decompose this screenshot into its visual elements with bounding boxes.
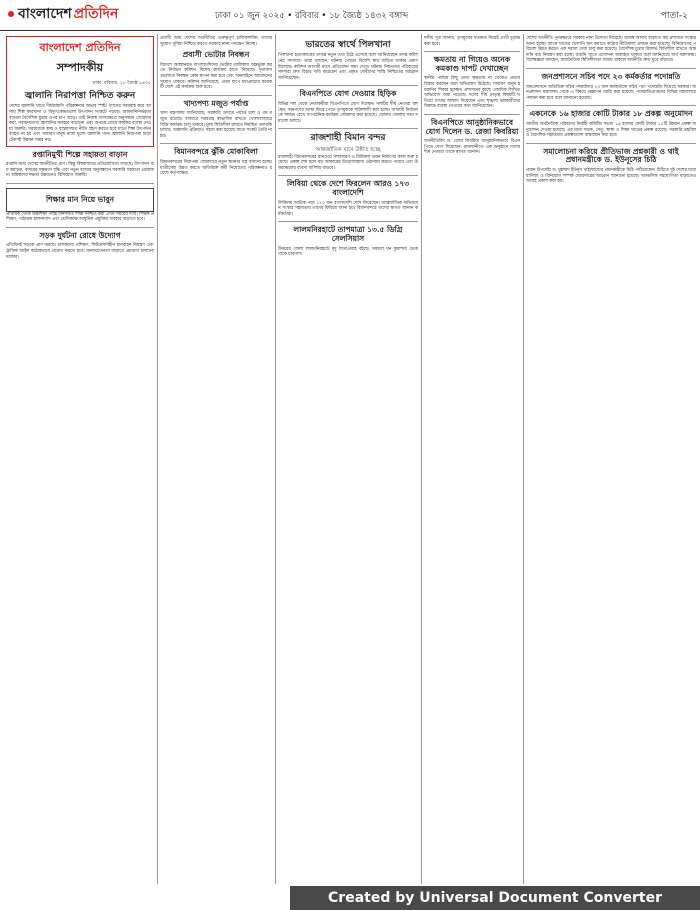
editorial-lead-body: দেশের জ্বালানি খাতে দীর্ঘমেয়াদি পরিকল্পনার অভাব স্পষ্ট। গ্যাসের সরবরাহ কমে আসায় শিল্প কারখানা ও বিদ্যুৎকেন্দ্রগুলো উৎপাদন সংকটে পড়ছে। আমদানিনির্ভরতা বাড়লে বৈদেশিক মুদ্রার ওপর চাপ বাড়ে। তাই নিজস্ব গ্যাসক্ষেত্রে অনুসন্ধান জোরদার করা, নবায়নযোগ্য জ্বালানির ব্যবহার বাড়ানো এবং অপচয় রোধে কার্যকর ব্যবস্থা নেওয়া জরুরি। সরকারকে স্বচ্ছ ও বাস্তবসম্মত নীতি গ্রহণ করতে হবে যাতে শিল্প উৎপাদন ব্যাহত না হয় এবং সাধারণ মানুষ ন্যায্য মূল্যে জ্বালানি পান। জ্বালানি নিরাপত্তা ছাড়া টেকসই উন্নয়ন সম্ভব নয়। xyxy=(9,104,151,143)
col4-headline-1: ক্ষমতায় না গিয়েও অনেক কমকাণ্ড দাপট দেখাচ্ছেন xyxy=(433,55,511,73)
col4-headline-2: বিএনপিতে আনুষ্ঠানিকভাবে যোগ দিলেন ড. রেজা কিবরিয়া xyxy=(425,118,519,136)
col4-body-2: অর্থনীতিবিদ ড. রেজা কিবরিয়া আনুষ্ঠানিকভাবে বিএনপিতে যোগ দিয়েছেন। রাজধানীতে এক অনুষ্ঠানে দলের শীর্ষ নেতারা তাকে স্বাগত জানান। xyxy=(424,139,520,156)
col3-headline-5: লালমনিরহাটে তাপমাত্রা ১৩.৫ ডিগ্রি সেলসিয়াস xyxy=(293,225,403,244)
column-rule xyxy=(523,34,524,884)
col3-body-4: লিবিয়ায় আটকে পড়া ১৭৩ জন বাংলাদেশি দেশে ফিরেছেন। আন্তর্জাতিক অভিবাসন সংস্থার সহায়তায় তাদের ফিরিয়ে আনা হয়। বিমানবন্দরে তাদের স্বাগত জানান কর্মকর্তারা। xyxy=(278,200,418,217)
editorial-fourth-body: প্রতিদিনই সড়কে প্রাণ ঝরছে। চালকদের প্রশিক্ষণ, ফিটনেসবিহীন যানবাহন নিয়ন্ত্রণ এবং ট্রাফিক আইন কঠোরভাবে প্রয়োগ করতে হবে। জনসচেতনতা বাড়াতে প্রচারণা চালানো দরকার। xyxy=(6,243,154,260)
col4-intro: দলীয় সূত্র জানায়, তৃণমূলের মতামত নিয়েই প্রার্থী চূড়ান্ত করা হবে। xyxy=(424,36,520,47)
editorial-third-box xyxy=(6,188,154,212)
masthead xyxy=(0,0,700,31)
editorial-title: সম্পাদকীয় xyxy=(56,61,104,74)
divider xyxy=(278,221,418,222)
column-five xyxy=(526,36,696,185)
col3-body-1: পিলখানা হত্যাকাণ্ডের তদন্তে নতুন তথ্য উঠে এসেছে বলে জানিয়েছেন তদন্ত কমিশনের সদস্যরা। তারা বলছেন, ঘটনার পেছনে বিদেশি স্বার্থ জড়িত থাকার প্রমাণ মিলেছে। কমিশন আগামী মাসে প্রতিবেদন জমা দেবে। ঘটনায় নিহতদের পরিবারের সদস্যরা দ্রুত বিচার দাবি করেছেন এবং প্রকৃত দোষীদের শাস্তি নিশ্চিতের আহ্বান জানিয়েছেন। xyxy=(278,53,418,81)
logo-right: প্রতিদিন xyxy=(73,6,119,22)
col2-intro: প্রবাসী আয় দেশের অর্থনীতির গুরুত্বপূর্ণ চালিকাশক্তি। তাদের সুযোগ সুবিধা নিশ্চিত করতে সরকার নানা পদক্ষেপ নিচ্ছে। xyxy=(160,36,272,47)
col3-body-2: বিভিন্ন দল থেকে নেতাকর্মীরা বিএনপিতে যোগ দিচ্ছেন। দলটির শীর্ষ নেতারা বলছেন, জনগণের আস্থা ফিরে পেতে তৃণমূলকে শক্তিশালী করা হচ্ছে। আগামী নির্বাচনকে সামনে রেখে সাংগঠনিক কার্যক্রম জোরদার করা হয়েছে। জেলায় জেলায় সভা সমাবেশ চলছে। xyxy=(278,101,418,124)
divider xyxy=(424,114,520,115)
col5-headline-1: জনপ্রশাসনে সচিব পদে ২৩ কর্মকর্তার পদোন্নতি xyxy=(541,71,681,81)
col3-body-5: উত্তরের জেলা লালমনিরহাটে মৃদু শৈত্যপ্রবাহ বইছে। সকালে ঘন কুয়াশায় ঢেকে থাকে চারপাশ। xyxy=(278,246,418,258)
col3-headline-2: বিএনপিতে যোগ দেওয়ার হিড়িক xyxy=(299,89,397,99)
editorial-date: ঢাকা, রবিবার, ১৮ জ্যৈষ্ঠ ১৪৩২ xyxy=(92,81,151,86)
col2-headline-1: প্রবাসী ভোটার নিবন্ধন xyxy=(182,50,250,60)
col5-body-1: জনপ্রশাসনে অতিরিক্ত সচিব পদমর্যাদার ২৩ জন কর্মকর্তাকে সচিব পদে পদোন্নতি দিয়েছে সরকার। জনপ্রশাসন মন্ত্রণালয় থেকে এ বিষয়ে প্রজ্ঞাপন জারি করা হয়েছে। পদোন্নতিপ্রাপ্তদের বিভিন্ন মন্ত্রণালয়ে পদায়ন করা হবে বলে জানানো হয়েছে। xyxy=(526,84,696,101)
divider xyxy=(424,51,520,52)
logo-dot-icon xyxy=(8,11,14,17)
col2-headline-2: খাদ্যপণ্য মজুত পর্যাপ্ত xyxy=(183,98,249,108)
column-four xyxy=(424,36,520,156)
divider xyxy=(526,143,696,144)
column-rule xyxy=(157,34,158,884)
editorial-third-headline: শিক্ষার মান নিয়ে ভাবুন xyxy=(45,194,115,204)
editorial-lead-headline: জ্বালানি নিরাপত্তা নিশ্চিত করুন xyxy=(24,91,136,101)
editorial-header xyxy=(9,39,151,78)
editorial-box xyxy=(6,36,154,147)
editorial-second-headline: রপ্তানিমুখী শিল্পে সহায়তা বাড়ান xyxy=(32,149,128,159)
col5-headline-3: সমালোচনা করিয়ে প্রীতিভাজ প্রশ্নকারী ও থাই প্রধানমন্ত্রীকে ড. ইউনূসের চিঠি xyxy=(543,146,679,165)
col3-headline-4: লিবিয়া থেকে দেশে ফিরলেন আরও ১৭৩ বাংলাদেশি xyxy=(286,179,410,198)
col5-headline-2: একনেকে ১৬ হাজার কোটি টাকার ১৮ প্রকল্প অনুমোদন xyxy=(529,109,693,119)
newspaper-logo xyxy=(8,4,118,24)
editorial-column xyxy=(6,36,154,260)
divider xyxy=(160,143,272,144)
divider xyxy=(160,95,272,96)
editorial-third-body: প্রাথমিক থেকে উচ্চশিক্ষা পর্যন্ত মানসম্মত শিক্ষা নিশ্চিত করা এখন সময়ের দাবি। শিক্ষক প্রশিক্ষণ, পাঠ্যক্রম হালনাগাদ এবং শ্রেণিকক্ষে আধুনিক প্রযুক্তির ব্যবহার বাড়াতে হবে। xyxy=(6,211,155,223)
column-three xyxy=(278,36,418,258)
col4-body-1: স্থানীয় পর্যায়ে কিছু নেতা ক্ষমতায় না থেকেও প্রভাব বিস্তার করছেন বলে অভিযোগ উঠেছে। সাধারণ মানুষ হয়রানির শিকার হচ্ছেন। প্রশাসনের কাছে একাধিক লিখিত অভিযোগ জমা পড়েছে। দলের শীর্ষ নেতৃত্ব বিষয়টি খতিয়ে দেখার আশ্বাস দিয়েছেন এবং শৃঙ্খলা ভঙ্গকারীদের বিরুদ্ধে ব্যবস্থা নেওয়ার কথা জানিয়েছেন। xyxy=(424,76,520,110)
col2-headline-3: বিমানবন্দরে ঝুঁকি মোকাবিলা xyxy=(174,147,258,157)
converter-watermark: Created by Universal Document Converter xyxy=(290,886,700,910)
divider xyxy=(6,227,154,228)
dateline: ঢাকা ০১ জুন ২০২৫ • রবিবার • ১৮ জ্যৈষ্ঠ ১৪৩২ বঙ্গাব্দ xyxy=(215,11,409,21)
col3-subhead-3: আন্তর্জাতিক মানে উন্নীত হচ্ছে xyxy=(315,146,381,153)
col2-body-1: বিদেশে অবস্থানরত বাংলাদেশিদের ভোটার তালিকায় অন্তর্ভুক্ত করতে নির্বাচন কমিশন বিশেষ কার্যক্রম হাতে নিয়েছে। দূতাবাসগুলোতে নিবন্ধন কেন্দ্র স্থাপন করা হবে এবং অনলাইনে আবেদনের সুযোগ থাকবে। কমিশন জানিয়েছে, প্রথম ধাপে মধ্যপ্রাচ্যের কয়েকটি দেশে এই কার্যক্রম শুরু হবে। xyxy=(160,62,272,91)
divider xyxy=(278,175,418,176)
column-rule xyxy=(421,34,422,884)
col2-body-3: বিমানবন্দরের নিরাপত্তা জোরদারে নতুন স্ক্যানার যন্ত্র বসানো হচ্ছে। যাত্রীসেবা উন্নত করতে অতিরিক্ত কর্মী নিয়োগের পরিকল্পনাও রয়েছে কর্তৃপক্ষের। xyxy=(160,160,272,177)
divider xyxy=(278,128,418,129)
col5-body-3: প্রধান উপদেষ্টা ড. মুহাম্মদ ইউনূস থাইল্যান্ডের প্রধানমন্ত্রীকে চিঠি পাঠিয়েছেন। চিঠিতে দুই দেশের মধ্যে বাণিজ্য ও বিনিয়োগ সম্পর্ক জোরদারের আহ্বান জানানো হয়েছে। আঞ্চলিক সহযোগিতা বাড়াতেও আগ্রহ প্রকাশ করা হয়। xyxy=(526,168,696,185)
col5-top-body: দেশের অর্থনীতি পুনরুদ্ধারে সরকার নানা উদ্যোগ নিয়েছে। রাজস্ব আদায় বাড়াতে কর প্রশাসনে সংস্কার আনা হচ্ছে। ব্যাংক খাতের খেলাপি ঋণ কমাতে কঠোর নীতিমালা প্রণয়ন করা হয়েছে। বিনিয়োগের পরিবেশ উন্নত করতে এক দরজা সেবা চালু করা হয়েছে। বৈদেশিক মুদ্রার রিজার্ভ স্থিতিশীল রাখতে আমদানি ব্যয় নিয়ন্ত্রণ করা হচ্ছে। রপ্তানি খাতে প্রণোদনা অব্যাহত থাকবে বলে জানিয়েছে অর্থ মন্ত্রণালয়। বিশেষজ্ঞরা বলছেন, রাজনৈতিক স্থিতিশীলতা বজায় থাকলে অর্থনীতি দ্রুত ঘুরে দাঁড়াবে। xyxy=(526,36,696,64)
divider xyxy=(278,85,418,86)
logo-left: বাংলাদেশ xyxy=(18,6,72,22)
divider xyxy=(526,68,696,69)
col3-headline-1: ভারতের স্বার্থে পিলখানা xyxy=(305,40,391,50)
editorial-second-body: রপ্তানি আয় দেশের অর্থনীতির প্রাণ। কিন্তু বিশ্ববাজারে প্রতিযোগিতা বাড়ছে। উৎপাদন ব্যয় কমানো, বন্দরের সক্ষমতা বৃদ্ধি এবং নতুন বাজার অনুসন্ধানে সরকারি সহায়তা প্রয়োজন। শ্রমিকদের দক্ষতা উন্নয়নেও বিনিয়োগ জরুরি। xyxy=(6,162,154,179)
col3-body-3: রাজশাহী বিমানবন্দরের রানওয়ে সম্প্রসারণ ও টার্মিনাল ভবন নির্মাণের কাজ শুরু হয়েছে। প্রকল্প শেষ হলে বড় আকারের উড়োজাহাজ ওঠানামা করতে পারবে এবং উত্তরাঞ্চলের ব্যবসা বাণিজ্য বাড়বে। xyxy=(278,154,418,171)
editorial-logo: বাংলাদেশ প্রতিদিন xyxy=(39,41,121,54)
page-number: পাতা-২ xyxy=(660,11,688,21)
col2-body-2: খাদ্য মন্ত্রণালয় জানিয়েছে, সরকারি গুদামে পর্যাপ্ত চাল ও গম মজুত রয়েছে। বাজারে সরবরাহ স্বাভাবিক রাখতে খোলাবাজারে বিক্রি কার্যক্রম চালু থাকবে। মূল্য স্থিতিশীল রাখতে নিয়মিত তদারকি চলছে। আমদানি প্রক্রিয়াও সহজ করা হয়েছে যাতে সংকট তৈরি না হয়। xyxy=(160,111,272,139)
divider xyxy=(526,105,696,106)
divider xyxy=(6,183,154,184)
column-rule xyxy=(275,34,276,884)
column-two xyxy=(160,36,272,177)
col3-headline-3: রাজশাহী বিমান বন্দর xyxy=(310,133,386,144)
editorial-fourth-headline: সড়ক দুর্ঘটনা রোধে উদ্যোগ xyxy=(39,230,121,240)
col5-body-2: জাতীয় অর্থনৈতিক পরিষদের নির্বাহী কমিটির সভায় ১৬ হাজার কোটি টাকার ১৮টি উন্নয়ন প্রকল্প অনুমোদন দেওয়া হয়েছে। এর মধ্যে সড়ক, সেতু, স্বাস্থ্য ও শিক্ষা খাতের প্রকল্প রয়েছে। সরকারি তহবিল ও বৈদেশিক সহায়তায় প্রকল্পগুলো বাস্তবায়ন করা হবে। xyxy=(526,122,696,139)
